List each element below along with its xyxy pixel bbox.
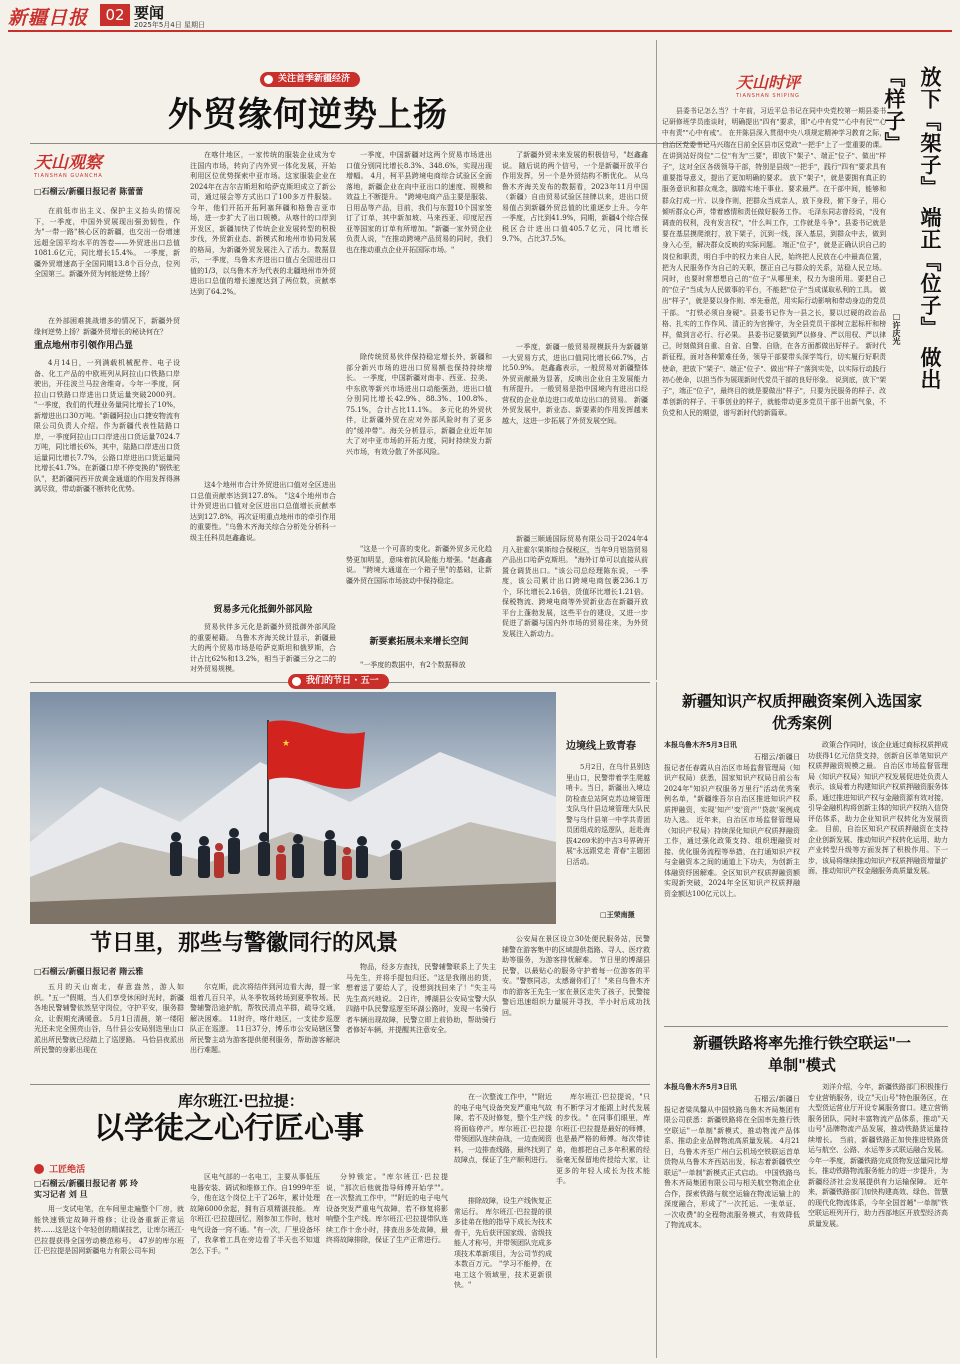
column-logo-title: 天山观察 [34, 153, 102, 173]
article-subhead: 贸易多元化抵御外部风险 [213, 605, 313, 615]
kurban-title: 以学徒之心行匠心事 [94, 1111, 364, 1146]
kurban-text: 在一次整流工作中，""附近的电子电气设备突发严重电气故障，若不及时修复，整个生产线将面临停产。库尔班江·巴拉提带领团队连续奋战，一边查阅资料，一边排查线路，最终找到了故障点，保证了生产顺利进行。 [454, 1093, 552, 1164]
tag-dot-icon [264, 75, 273, 84]
rail-text: 石榴云/新疆日报记者梁凤馨从中国铁路乌鲁木齐局集团有限公司获悉：新疆铁路将在全国率先推行铁空联运"一单制"新模式，推动物流产品体系、推动企业品牌物流高质量发展。 4月21日，乌鲁木齐至广州白云机场空铁联运首单货物从乌鲁木齐西站出发，标志着新疆铁空联运"一单制"新模式正式启动。 中国铁路乌鲁木齐局集团有限公司与相关航空物流企业合作，探索铁路与航空运输在物流运输上的深度融合，形成了"一次托运、一张单证、一次收费"的全程物流服务模式，有效降低了物流成本。 [664, 1095, 800, 1229]
article-text: "一季度的数据中，有2个数据释放 [360, 661, 466, 669]
ipr-text: 石榴云/新疆日报记者任春霞从自治区市场监督管理局（知识产权局）获悉，国家知识产权局日前公布2024年"知识产权服务万里行"活动优秀案例名单，"新疆维吾尔自治区推进知识产权质押融资，实现'知产'变'资产''贷款'案例成功入选。 近年来，自治区市场监督管理局（知识产权局）持续深化知识产权质押融资工作，通过强化政策支持、组织理融资对接、优化服务流程等举措，在打通知识产权与金融资本之间的通道上下功夫，为创新主体融资纾困解难。全区知识产权质押融资额实现新突破，2024年全区知识产权质押融资金额达100亿元以上。 [664, 753, 800, 898]
ipr-lead: 本报乌鲁木齐5月3日讯 [664, 741, 737, 749]
column-label: 工匠绝活 [49, 1165, 86, 1175]
page-number: 02 [100, 4, 130, 26]
ipr-text: 政策合作同时，该企业通过商标权质押成功获得1亿元信贷支持，创新自区单笔知识产权质押融资规模之最。 自治区市场监督管理局（知识产权局）知识产权发展促进处负责人表示，该局着力构建知识产权质押融资服务体系，通过推进知识产权与金融资源有效对接，引导金融机构将创新主体的知识产权纳入信贷评估体系，助力企业知识产权转化为发展资金。 目前，自治区知识产权质押融资在支持企业创新发展、推动知识产权转化运用、助力产业转型升级等方面发挥了积极作用。下一步，该局将继续推动知识产权质押融资增量扩面，推动知识产权金融服务高质量发展。 [808, 741, 948, 875]
rail-text: 刘洋介绍，今年，新疆铁路部门积极推行专业营销服务，设立"天山号"特色服务区，在大型货运营业厅开设专属服务窗口。建立营销服务团队，同时丰富物流产品体系，推动"天山号"品牌物流产品发展，推动铁路货运量持续增长。 当前，新疆铁路正加快推进铁路货运与航空、公路、水运等多式联运融合发展。今年一季度，新疆铁路完成货物发送量同比增长，推动铁路物流服务能力的进一步提升，为新疆经济社会发展提供有力运输保障。 近年来，新疆铁路部门加快构建高效、绿色、智慧的现代化物流体系，今年全国首趟"一单制"铁空联运班列开行，助力西部地区开放型经济高质量发展。 [808, 1083, 948, 1228]
rail-title: 新疆铁路将率先推行铁空联运"一单制"模式 [693, 1034, 911, 1074]
banner-tag [260, 72, 360, 87]
article-text: 一季度，中国新疆对这两个贸易市场进出口值分别同比增长8.3%、348.6%，实现出现增幅。 4月，柯平县跨境电商综合试验区全面落地，新疆企业在向中亚出口的速度、规模和效益上不断提升。 "跨境电商产品主要是服装、日用品等产品，目前，我们与东盟10个国家签订了订单，其中新加坡、马来西亚、印度尼西亚等国家的订单有所增加。"新疆一家外贸企业负责人说，"在推动跨境产品贸易的同时，我们也在推动重点企业开拓国际市场。" [346, 151, 492, 254]
commentary-body: 县委书记怎么当？十年前，习近平总书记在同中央党校第一期县委书记研修班学员座谈时，明确提出"四有"要求，即"心中有党""心中有民""心中有责""心中有戒"。 在井陈县深入贯彻中央八项规定精神学习教育之际，自治区党委书记马兴瑞在日前全区县市区党政"一把手"上了一堂重要的课。在讲到站好岗位"二位"有为"三要"，即放下"架子"、端正"位子"、做出"样子"，这对全区各级领导干部，特别是县级"一把手"，践行"四有"要求具有重要指导意义，提出了更加明确的要求。 放下"架子"，就是要拥有真正的服务意识和群众观念，脚踏实地干事业、要求最严。在干部中间，能够和群众打成一片、以身作则，把群众当成亲人，放下身段，俯下身子，用心倾听群众心声，带着感情和责任做好服务工作。 毛泽东同志曾经说，"没有调查的权利，没有发言权"，"什么叫工作，工作就是斗争"。县委书记就是要在基层摸爬滚打，放下架子，沉到一线，深入基层，到群众中去，做到身入心至，解决群众反映的实际问题。 端正"位子"，就是正确认识自己的岗位和职责，明白手中的权力来自人民，始终把人民放在心中最高位置，把为人民服务作为自己的天职，摆正自己与群众的关系，站稳人民立场。 同时，也要时常想想自己的"位子"从哪里来，权力为谁所用。要把自己的"位子"当成为人民做事的平台，不能把"位子"当成谋取私利的工具。 做出"样子"，就是要以身作则、率先垂范，用实际行动影响和带动身边的党员干部。 "打铁必须自身硬"。县委书记作为一县之长，要以过硬的政治品格、扎实的工作作风、清正的为官操守，为全县党员干部树立起标杆和榜样，做到言必行、行必果。 县委书记要做到严以修身、严以用权、严以律己，时刻做到自重、自省、自警、自励，在各方面都做出好样子。 新时代新征程，面对各种繁难任务，领导干部要带头深学笃行，切实履行好职责使命，把放下"架子"、端正"位子"、做出"样子"落到实处，以实际行动践行初心使命，以担当作为展现新时代党员干部的良好形象。 说到底，放下"架子"，端正"位子"，最终目的就是要做出"样子"，只要为民服务的样子、改革创新的样子、干事创业的样子，就能带动更多党员干部干出新气象，不负党和人民的期望，谱写新时代的新篇章。 [662, 107, 886, 418]
column-logo-title: 天山时评 [736, 73, 801, 92]
kurban-text: 区电气部的一名电工，主要从事低压电器安装、调试和维修工作。自1999年至今，他在这个岗位上干了26年，累计处理故障6000余起，拥有百项精湛技能。 库尔班江·巴拉提回忆，刚参加工作时，他对电气设备一窍不通。"有一次，厂里设备坏了，我拿着工具在旁边看了半天也不知道怎么下手。" [190, 1173, 320, 1255]
article-text: 除传统贸易伙伴保持稳定增长外，新疆和部分新兴市场的进出口贸易额也保持持续增长。 一季度，中国新疆对南非、西亚、拉美、中东欧等新兴市场进出口动能强劲，进出口值分别同比增长42.9%、88.3%、100.8%、75.1%，合计占比11.1%。 多元化的外贸伙伴，让新疆外贸在应对外部风险时有了更多的"缓冲带"。海关分析显示，新疆企业近年加大了对中亚市场的开拓力度，同时持续发力新兴市场，有效分散了外部风险。 [346, 353, 492, 456]
masthead [0, 0, 960, 30]
column-logo-tianshan-shiping [736, 70, 836, 99]
photo-illustration [30, 692, 556, 924]
kurban-title-kicker: 库尔班江·巴拉提： [178, 1092, 304, 1110]
kurban-text: 排除故障，设生产线恢复正常运行。 库尔班江·巴拉提的很多徒弟在他的指导下成长为技术骨干，先后获评国家级、省级技能人才称号，并带领团队完成多项技术革新项目，为公司节约成本数百万元。 "学习不能停，在电工这个领域里，技术更新很快。" [454, 1197, 552, 1289]
holiday-text: 五月的天山南北，春意盎然，游人如织。"五一"假期，当人们享受休闲时光时，新疆各地民警辅警依然坚守岗位，守护平安，服务群众，让假期充满暖意。 5月1日清晨，第一缕阳光还未完全照亮山谷，乌什县公安局别迭里山口派出所民警就已经踏上了巡逻路。 马恰县夜派出所民警的身影出现在 [34, 983, 184, 1054]
kurban-text: 用一支试电笔，在车间里走遍整个厂房，就能快速锁定故障开维修；让设备重新正常运转……这是这个年轻创的精谋技艺，让库尔班江·巴拉提获得全国劳动模范称号。 47岁的库尔班江·巴拉提是国网新疆电力有限公司车间 [34, 1205, 184, 1255]
holiday-text: 公安局在景区设立30处便民服务站，民警辅警在游客集中的区域提供指路、寻人、医疗救助等服务，为游客排忧解难。 节日里的博湖县民警，以最贴心的服务守护着每一位游客的平安。"警察同志，太感谢你们了！"来自乌鲁木齐市的游客王先生一家在景区走失了孩子，民警接警后迅速组织力量展开寻找，半小时后成功找回。 [502, 935, 650, 1017]
column-logo-sub: TIANSHAN GUANCHA [34, 173, 103, 179]
holiday-tag-label: 我们的节日 · 五一 [306, 676, 379, 686]
photo-title: 边境线上致青春 [566, 741, 636, 752]
kurban-byline: □石榴云/新疆日报记者 郭 玲 实习记者 刘 旦 [34, 1179, 139, 1199]
article-text: 贸易伙伴多元化是新疆外贸抵御外部风险的重要秘籍。 乌鲁木齐海关统计显示，新疆最大的两个贸易市场是哈萨克斯坦和俄罗斯，合计占比62%和13.2%，相当于新疆三分之二的对外贸易规模。 [190, 623, 336, 673]
article-subhead: 重点地州市引领作用凸显 [34, 341, 134, 351]
holiday-byline: □石榴云/新疆日报记者 隋云雅 [34, 967, 144, 976]
column-icon [34, 1164, 44, 1174]
column-divider [656, 40, 657, 680]
banner-title: 外贸缘何逆势上扬 [168, 95, 448, 135]
commentary-title: 放下『架子』 端正『位子』 做出『样子』 [882, 66, 942, 391]
border-patrol-photo [30, 692, 556, 924]
article-text: 在前低市出主义、保护主义抬头的情况下，一季度，中国外贸展现出强劲韧性，作为"一带一路"核心区的新疆，也交出一份增速远超全国平均水平的答卷——外贸进出口总值1081.6亿元，同比增长15.4%。 一季度，新疆外贸增速高于全国同期13.8个百分点，位列全国第三。新疆外贸为何能逆势上扬？ [34, 207, 180, 278]
holiday-tag [288, 674, 389, 689]
commentary-author: □许庆光 [892, 312, 901, 345]
section-title: 要闻 [134, 4, 165, 22]
svg-text:★: ★ [282, 739, 291, 749]
article-text: 在喀什地区，一家传统的服装企业成为专注国内市场，转向了内外贸一体化发展，开始利用区位优势探索中亚市场。这家服装企业在2024年在吉尔吉斯坦和哈萨克斯坦成立了新公司，通过展会等方式出口了100多万件服装。今年，他们开拓开拓阿塞拜疆和格鲁吉亚市场，进一步扩大了出口规模。从喀什的口岸到开发区，新疆加快了传统企业发展转型的积极步伐，外贸新业态、新模式和地州市协同发展的格局，为新疆外贸发展注入了活力。数据显示，一季度，乌鲁木齐进出口值占全国进出口值的1/3，以乌鲁木齐为代表的北疆地州市外贸进出口总值的增长速度达到了两位数，贡献率达到了64.2%。 [190, 151, 336, 296]
column-divider [656, 682, 657, 1358]
photo-caption: 5月2日，在乌什县别迭里山口，民警带着学生爬越哨卡。当日，新疆出入境边防检查总站阿克苏边境管理支队乌什县边境管理大队民警与乌什县第一中学共青团员团组成的巡逻队，赶赴海拔4269米的中吉3号界碑开展"永远跟党走 青春"主题团日活动。 [566, 763, 650, 866]
masthead-rule [8, 30, 952, 32]
column-logo-tianshan-guancha [34, 148, 124, 182]
masthead-logo: 新疆日报 [8, 7, 89, 29]
section-divider [664, 1026, 948, 1027]
tag-dot-icon [292, 677, 301, 686]
article-text: 新疆三顺通国际贸易有限公司于2024年4月入驻霍尔果斯综合保税区，当年9月铝箔贸易产品出口哈萨克斯坦。 "海外订单可以直接从前置仓调货出口。"该公司总经理陈东说，一季度，该公司累计出口跨境电商包裹236.1万个，环比增长2.16倍，货值环比增长1.21倍。 保税物流、跨境电商等外贸新业态在新疆开放平台上蓬勃发展，这些平台的建设，又进一步促进了新疆与国内外市场的贸易往来，为外贸发展注入新动力。 [502, 535, 648, 638]
article-subhead: 新要素拓展未来增长空间 [369, 637, 469, 647]
holiday-text: 尔克斯，此次将结伴到河边看大海，提一家组着几百只羊，从冬季牧场转场到夏季牧场。民警辅警沿途护航，帮牧民清点羊群，疏导交通，解决困难。 11时许，喀什地区，一支徒步巡逻队正在巡逻。 11日37分，博乐市公安局辖区警所民警主动为游客提供便利服务，帮助游客解决出行难题。 [190, 983, 340, 1054]
article-byline: □石榴云/新疆日报记者 陈蕾蕾 [34, 187, 144, 196]
kurban-text: 分钟锁定。"库尔班江·巴拉提说，"那次后他就指导师傅开始学""。 在一次整流工作中，""附近的电子电气设备突发严重电气故障，若不修复将影响整个生产线。库尔班江·巴拉提带队连续工作十余小时，排查出多处故障，最终将故障排除，保证了生产正常进行。 [326, 1173, 448, 1244]
holiday-text: 物品，经多方查找，民警辅警联系上了失主马先生，并将手提包归还。"这是我刚出的货，想着送了要给人了，没想到找回来了！"失主马先生高兴地说。 2日许，博湖县公安局宝警大队四路中队民警巡逻至环湖公路时，发现一名骑行者车辆出现故障，民警立即上前协助，帮助骑行者修好车辆，并提醒其注意安全。 [346, 963, 496, 1034]
holiday-title: 节日里，那些与警徽同行的风景 [90, 931, 399, 956]
issue-date: 2025年5月4日 星期日 [134, 21, 205, 29]
kurban-text: 库尔班江·巴拉提说，"只有不断学习才能跟上时代发展的步伐。" 在同事们眼里，库尔班江·巴拉提是最好的师傅，也是最严格的师傅。每次带徒弟，他都把自己多年积累的经验毫无保留地传授给大家，让更多的年轻人成长为技术能手。 [556, 1093, 650, 1185]
article-text: 这4个地州市合计外贸进出口值对全区进出口总值贡献率达到127.8%。 "这4个地州市合计外贸进出口值对全区进出口总值增长贡献率达到127.8%，再次证明重点地州市的牵引作用的重要性。"乌鲁木齐海关综合分析处分析科一级主任科员赵鑫鑫说。 [190, 481, 336, 542]
article-text: 了新疆外贸未来发展的积极信号，"赵鑫鑫说。 随后说的两个信号，一个是新疆开放平台作用发挥，另一个是外贸结构不断优化。 从乌鲁木齐海关发布的数据看，2023年11月中国（新疆）自由贸易试验区挂牌以来，进出口贸易值占到新疆外贸总值的比重逐步上升。今年一季度，占比到41.9%，同期，新疆4个综合保税区合计进出口值405.7亿元，同比增长9.7%，占比37.5%。 [502, 151, 648, 243]
article-text: 在外部困难挑战增多的情况下，新疆外贸缘何逆势上扬？新疆外贸增长的秘诀何在？ [34, 317, 180, 336]
banner-divider [30, 143, 710, 144]
banner-tag-label: 关注首季新疆经济 [278, 74, 351, 84]
section-divider [30, 1084, 650, 1085]
rail-lead: 本报乌鲁木齐5月3日讯 [664, 1083, 737, 1091]
article-text: 一季度，新疆一般贸易规模跃升为新疆第一大贸易方式，进出口值同比增长66.7%，占比50.9%。 赵鑫鑫表示，一般贸易对新疆整体外贸贡献最为显著，反映出企业自主发展能力有所提升。 一般贸易是指中国境内有进出口经营权的企业单边进口或单边出口的贸易。 新疆外贸发展中，新业态、新要素的作用发挥越来越大，这进一步拓展了外贸发展空间。 [502, 343, 648, 425]
article-text: 4月14日，一列满载机械配件、电子设备、化工产品的中欧班列从阿拉山口铁路口岸驶出，开往波兰马拉舍维奇。今年一季度，阿拉山口铁路口岸进出口货运量突破2000列。 "一季度，我们的代理业务量同比增长了10%，新增进出口30万吨。"新疆阿拉山口捷安物流有限公司负责人介绍。作为新疆代表性陆路口岸，一季度阿拉山口口岸进出口货运量7024.7万吨，同比增长6%，其中，陆路口岸进出口货运量同比增长7.7%，公路口岸进出口货运量同比增长41.7%。在新疆口岸不停变换的"钢铁驼队"，把新疆同西开放黄金通道的作用发挥得淋漓尽致，带动新疆不断转化优势。 [34, 359, 180, 493]
ipr-title: 新疆知识产权质押融资案例入选国家优秀案例 [681, 692, 922, 732]
photo-credit: □王荣南摄 [600, 911, 635, 919]
article-text: "这是一个可喜的变化。新疆外贸多元化趋势更加明显，意味着抗风险能力增强。"赵鑫鑫说。 "跨境大通道在一个箱子里"的基础，让新疆外贸在国际市场波动中保持稳定。 [346, 545, 492, 585]
column-logo-sub: TIANSHAN SHIPING [736, 93, 800, 99]
column-label-craftsman [34, 1158, 86, 1175]
